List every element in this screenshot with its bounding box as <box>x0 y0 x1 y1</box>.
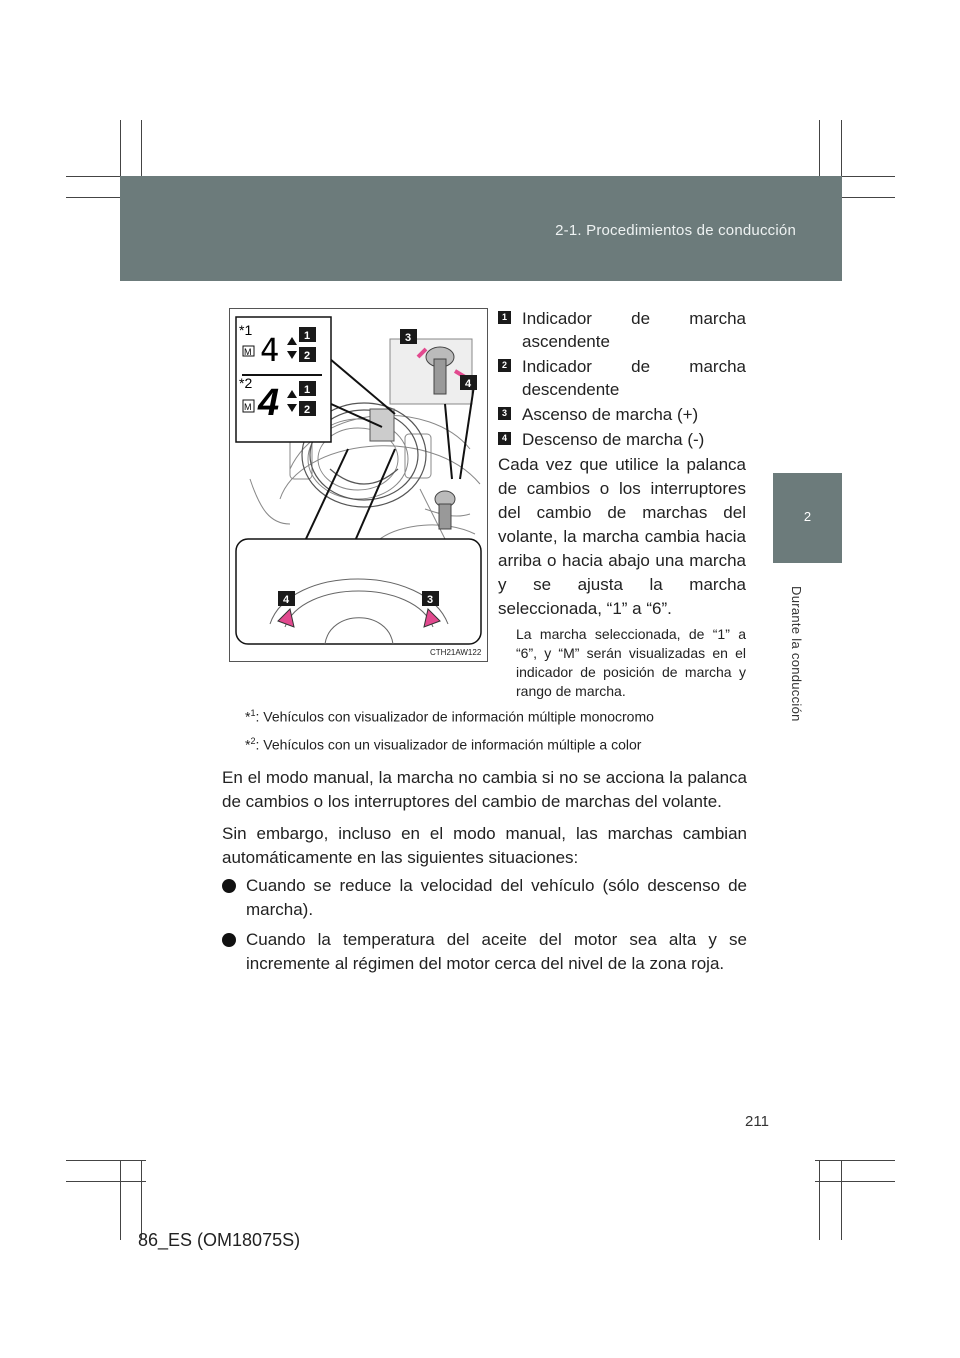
crop-mark <box>66 1181 146 1182</box>
badge-2 <box>299 347 316 362</box>
bullet-dot-icon <box>222 879 236 893</box>
badge-1 <box>299 327 316 342</box>
figure-code: CTH21AW122 <box>430 648 482 657</box>
legend-item <box>498 428 746 451</box>
star2-mark: *2 <box>239 375 253 391</box>
legend-item <box>498 403 746 426</box>
svg-text:3: 3 <box>405 332 412 344</box>
legend-text: Ascenso de marcha (+) <box>522 405 699 424</box>
m-mark: M <box>244 347 252 357</box>
crop-mark <box>141 1160 142 1240</box>
crop-mark <box>841 1160 842 1240</box>
chapter-number: 2 <box>803 509 812 524</box>
crop-mark <box>66 1160 146 1161</box>
footnote-2: *$^2$: Vehículos con un visualizador de información múltiple a color <box>245 736 642 753</box>
svg-text:1: 1 <box>304 330 311 342</box>
crop-mark <box>120 1160 121 1240</box>
badge-3 <box>400 329 417 344</box>
svg-text:3: 3 <box>427 594 434 606</box>
legend-item <box>498 355 746 401</box>
chapter-tab <box>773 473 842 563</box>
section-title: 2-1. Procedimientos de conducción <box>555 222 796 239</box>
star1-mark: *1 <box>239 322 253 338</box>
crop-mark <box>819 1160 820 1240</box>
m-mark: M <box>244 402 252 412</box>
legend-text: Descenso de marcha (-) <box>522 430 705 449</box>
badge-2 <box>299 401 316 416</box>
number-badge-icon: 1 <box>498 311 511 324</box>
badge-4 <box>278 591 295 606</box>
crop-mark <box>815 1160 895 1161</box>
chapter-label: Durante la conducción <box>789 586 804 722</box>
bullet-item <box>222 874 747 922</box>
shift-illustration <box>229 308 488 662</box>
page-number: 211 <box>745 1113 769 1130</box>
svg-text:2: 2 <box>304 404 311 416</box>
intro-paragraph: Cada vez que utilice la palanca de cambios o los interruptores del cambio de marchas del volante, la marcha cambia hacia arriba o hacia abajo una marcha y se ajusta la marcha seleccionada, “1” a “6”. <box>498 455 746 618</box>
badge-1 <box>299 381 316 396</box>
crop-mark <box>815 1181 895 1182</box>
bullet-dot-icon <box>222 933 236 947</box>
number-badge-icon: 4 <box>498 432 511 445</box>
legend-text: Indicador de marcha descendente <box>522 357 746 399</box>
auto-shift-paragraph: Sin embargo, incluso en el modo manual, las marchas cambian automáticamente en las siguientes situaciones: <box>222 824 747 867</box>
manual-mode-paragraph: En el modo manual, la marcha no cambia si no se acciona la palanca de cambios o los interruptores del cambio de marchas del volante. <box>222 768 747 811</box>
gear-digit-mono: 4 <box>260 331 280 369</box>
document-code: 86_ES (OM18075S) <box>138 1230 301 1250</box>
footnote-1: *$^1$: Vehículos con visualizador de información múltiple monocromo <box>245 708 654 725</box>
gear-note: La marcha seleccionada, de “1” a “6”, y “M” serán visualizadas en el indicador de posición de marcha y rango de marcha. <box>516 626 746 699</box>
badge-3 <box>422 591 439 606</box>
section-header-band <box>120 176 842 281</box>
svg-text:4: 4 <box>465 378 472 390</box>
gear-digit-color: 4 <box>258 382 280 424</box>
bullet-item <box>222 928 747 976</box>
svg-text:2: 2 <box>304 350 311 362</box>
legend-item <box>498 307 746 353</box>
badge-4 <box>460 375 477 390</box>
number-badge-icon: 2 <box>498 359 511 372</box>
bullet-text: Cuando la temperatura del aceite del motor sea alta y se incremente al régimen del motor cerca del nivel de la zona roja. <box>246 930 747 973</box>
bullet-text: Cuando se reduce la velocidad del vehículo (sólo descenso de marcha). <box>246 876 747 919</box>
svg-text:4: 4 <box>283 594 290 606</box>
number-badge-icon: 3 <box>498 407 511 420</box>
svg-text:1: 1 <box>304 384 311 396</box>
legend-text: Indicador de marcha ascendente <box>522 309 746 351</box>
illustration-drawing <box>230 309 487 661</box>
